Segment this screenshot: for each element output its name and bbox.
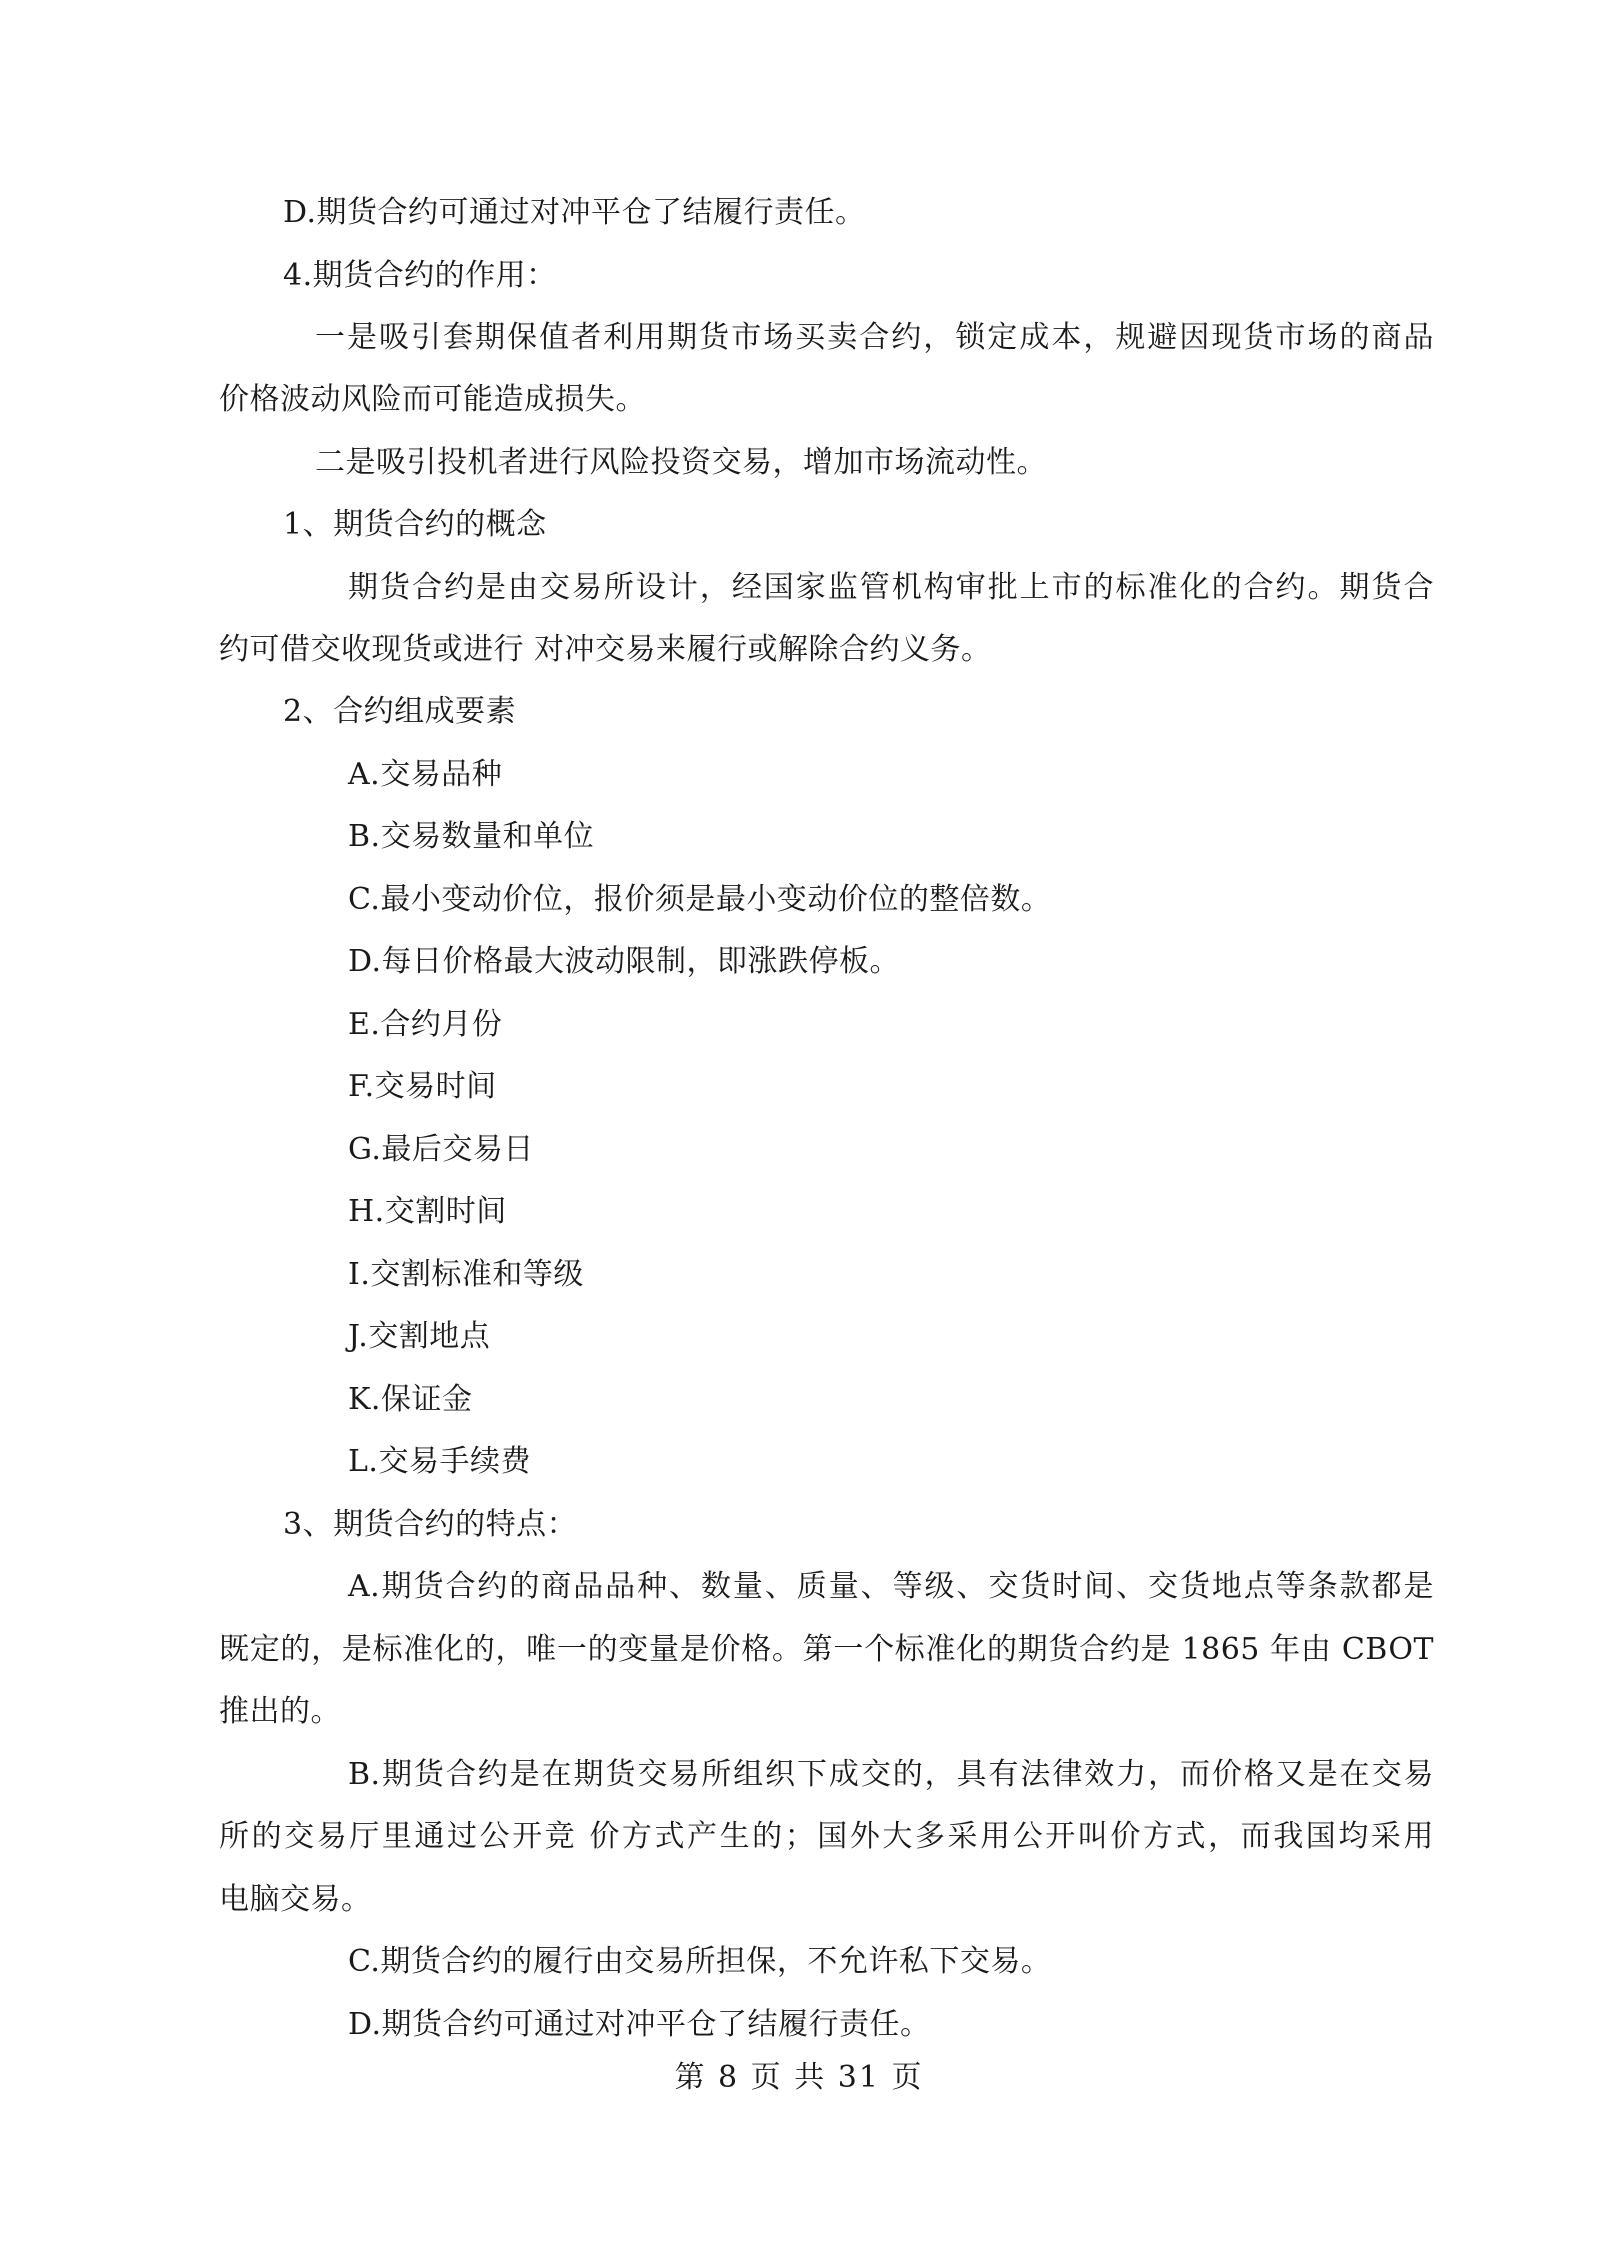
list-item: F.交易时间 <box>348 1069 497 1104</box>
text-line: 价格波动风险而可能造成损失。 <box>219 382 646 417</box>
text-line: 期货合约是由交易所设计，经国家监管机构审批上市的标准化的合约。期货合 <box>348 570 1434 605</box>
list-item: A.交易品种 <box>348 757 503 792</box>
list-item: E.合约月份 <box>348 1007 503 1042</box>
list-item: D.每日价格最大波动限制，即涨跌停板。 <box>348 944 901 979</box>
section-heading: 1、期货合约的概念 <box>283 507 547 542</box>
list-item: H.交割时间 <box>348 1194 507 1229</box>
list-item: L.交易手续费 <box>348 1444 531 1479</box>
text-line: 约可借交收现货或进行 对冲交易来履行或解除合约义务。 <box>219 632 992 667</box>
text-line: 一是吸引套期保值者利用期货市场买卖合约，锁定成本，规避因现货市场的商品 <box>315 320 1434 355</box>
list-item: B.交易数量和单位 <box>348 819 595 854</box>
text-line: A.期货合约的商品品种、数量、质量、等级、交货时间、交货地点等条款都是 <box>348 1569 1434 1604</box>
section-heading: 3、期货合约的特点： <box>283 1507 578 1542</box>
text-line: 二是吸引投机者进行风险投资交易，增加市场流动性。 <box>315 445 1047 480</box>
text-line: D.期货合约可通过对冲平仓了结履行责任。 <box>348 2007 931 2042</box>
text-line: B.期货合约是在期货交易所组织下成交的，具有法律效力，而价格又是在交易 <box>348 1757 1434 1792</box>
text-line: 电脑交易。 <box>219 1882 372 1917</box>
section-heading: 2、合约组成要素 <box>283 694 517 729</box>
section-heading: 4.期货合约的作用： <box>283 258 557 293</box>
text-line: 推出的。 <box>219 1694 341 1729</box>
page-number: 第 8 页 共 31 页 <box>674 2060 924 2095</box>
list-item: J.交割地点 <box>348 1319 491 1354</box>
list-item: K.保证金 <box>348 1382 473 1417</box>
list-item: C.最小变动价位，报价须是最小变动价位的整倍数。 <box>348 882 1052 917</box>
text-line: 所的交易厅里通过公开竞 价方式产生的；国外大多采用公开叫价方式，而我国均采用 <box>219 1819 1434 1854</box>
text-line: C.期货合约的履行由交易所担保，不允许私下交易。 <box>348 1944 1052 1979</box>
list-item: G.最后交易日 <box>348 1132 534 1167</box>
list-item: I.交割标准和等级 <box>348 1257 584 1292</box>
text-line: D.期货合约可通过对冲平仓了结履行责任。 <box>283 195 866 230</box>
text-line: 既定的，是标准化的，唯一的变量是价格。第一个标准化的期货合约是 1865 年由 CBOT <box>219 1632 1434 1667</box>
